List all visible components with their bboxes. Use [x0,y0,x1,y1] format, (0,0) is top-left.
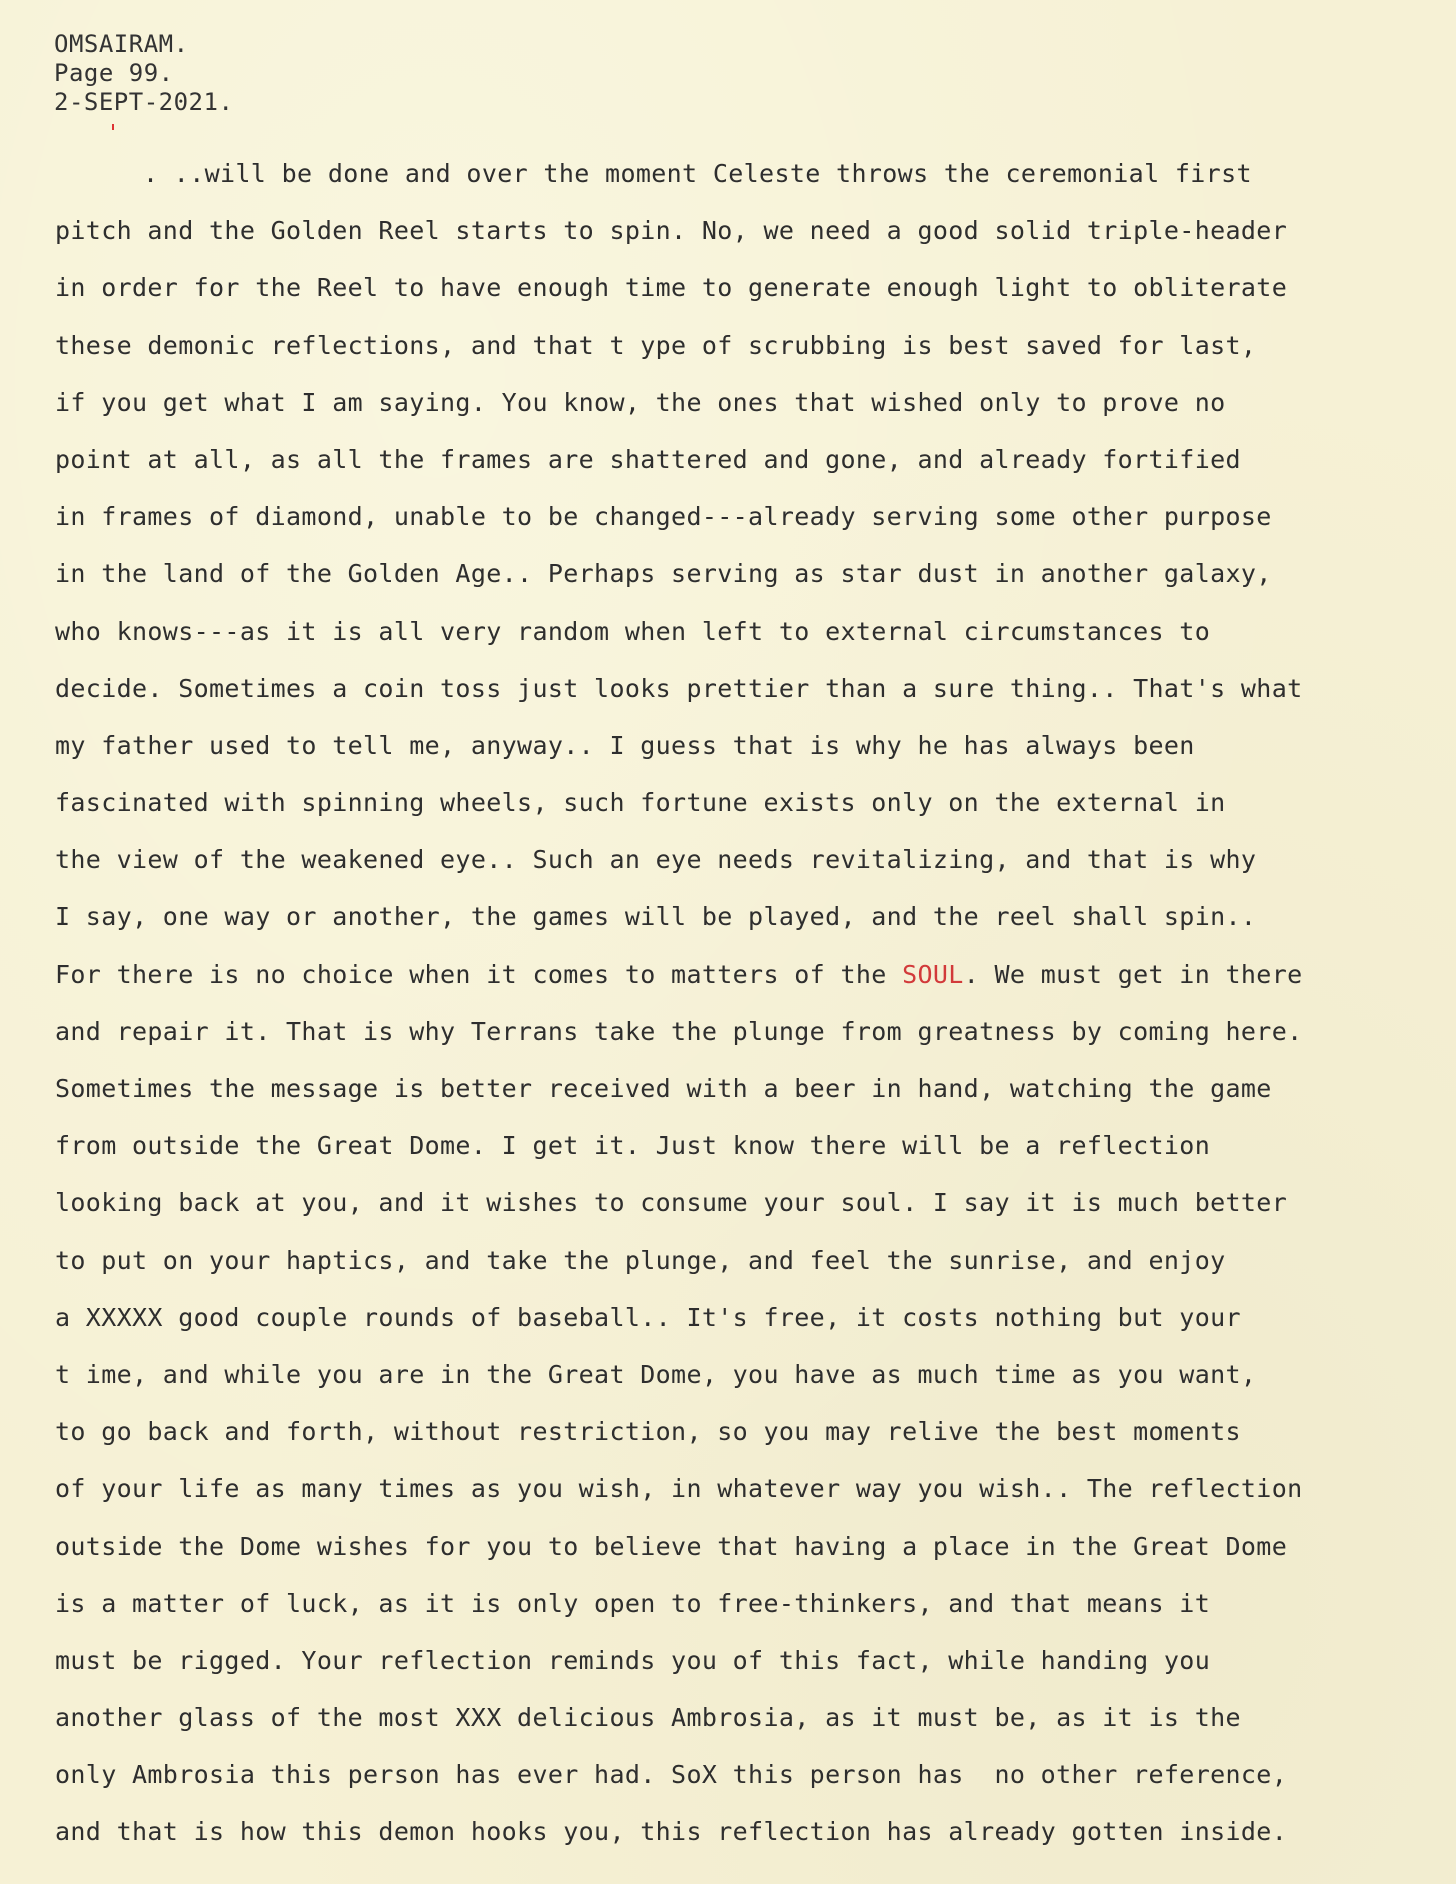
text-line: of your life as many times as you wish, in whatever way you wish.. The reflection [55,1474,1303,1504]
text-line: fascinated with spinning wheels, such fortune exists only on the external in [55,788,1226,818]
text-line: outside the Dome wishes for you to believe that having a place in the Great Dome [55,1531,1288,1561]
text-line: only Ambrosia this person has ever had. SoX this person has no other reference, [55,1760,1288,1790]
text-line: to go back and forth, without restriction, so you may relive the best moments [55,1417,1241,1447]
page-header [54,30,233,117]
text-line: I say, one way or another, the games will be played, and the reel shall spin.. [55,902,1257,932]
body-text [55,154,1435,1870]
header-page-number: Page 99. [54,59,174,87]
text-segment: . We must get in there [963,959,1303,989]
text-line: who knows---as it is all very random when left to external circumstances to [55,616,1211,646]
text-line: point at all, as all the frames are shattered and gone, and already fortified [55,444,1241,474]
text-line: from outside the Great Dome. I get it. Just know there will be a reflection [55,1131,1211,1161]
text-line: and that is how this demon hooks you, this reflection has already gotten inside. [55,1817,1288,1847]
text-line: in the land of the Golden Age.. Perhaps serving as star dust in another galaxy, [55,559,1272,589]
text-line: looking back at you, and it wishes to consume your soul. I say it is much better [55,1188,1288,1218]
text-line: is a matter of luck, as it is only open to free-thinkers, and that means it [55,1588,1211,1618]
text-line: decide. Sometimes a coin toss just looks prettier than a sure thing.. That's what [55,673,1303,703]
red-ink-mark [112,124,114,130]
text-line: to put on your haptics, and take the plunge, and feel the sunrise, and enjoy [55,1245,1226,1275]
text-line: Sometimes the message is better received with a beer in hand, watching the game [55,1074,1272,1103]
text-line: . ..will be done and over the moment Celeste throws the ceremonial first [143,159,1252,188]
text-line: in frames of diamond, unable to be changed---already serving some other purpose [55,502,1272,532]
text-segment: For there is no choice when it comes to matters of the [55,959,903,989]
text-line: another glass of the most XXX delicious Ambrosia, as it must be, as it is the [55,1703,1241,1733]
text-line: my father used to tell me, anyway.. I guess that is why he has always been [55,730,1195,760]
text-line-soul [55,955,1435,1012]
soul-word-red: SOUL [902,959,964,989]
header-date: 2-SEPT-2021. [54,88,234,116]
text-line: the view of the weakened eye.. Such an eye needs revitalizing, and that is why [55,845,1257,875]
text-line: t ime, and while you are in the Great Dome, you have as much time as you want, [55,1359,1257,1389]
text-line: in order for the Reel to have enough time to generate enough light to obliterate [55,273,1288,303]
header-title: OMSAIRAM. [54,30,189,58]
text-line: if you get what I am saying. You know, the ones that wished only to prove no [55,387,1226,417]
text-line: must be rigged. Your reflection reminds you of this fact, while handing you [55,1645,1211,1675]
text-line: these demonic reflections, and that t ype of scrubbing is best saved for last, [55,330,1257,360]
text-line: pitch and the Golden Reel starts to spin. No, we need a good solid triple-header [55,216,1288,246]
text-line: and repair it. That is why Terrans take the plunge from greatness by coming here. [55,1016,1303,1046]
text-line: a XXXXX good couple rounds of baseball.. It's free, it costs nothing but your [55,1302,1241,1332]
